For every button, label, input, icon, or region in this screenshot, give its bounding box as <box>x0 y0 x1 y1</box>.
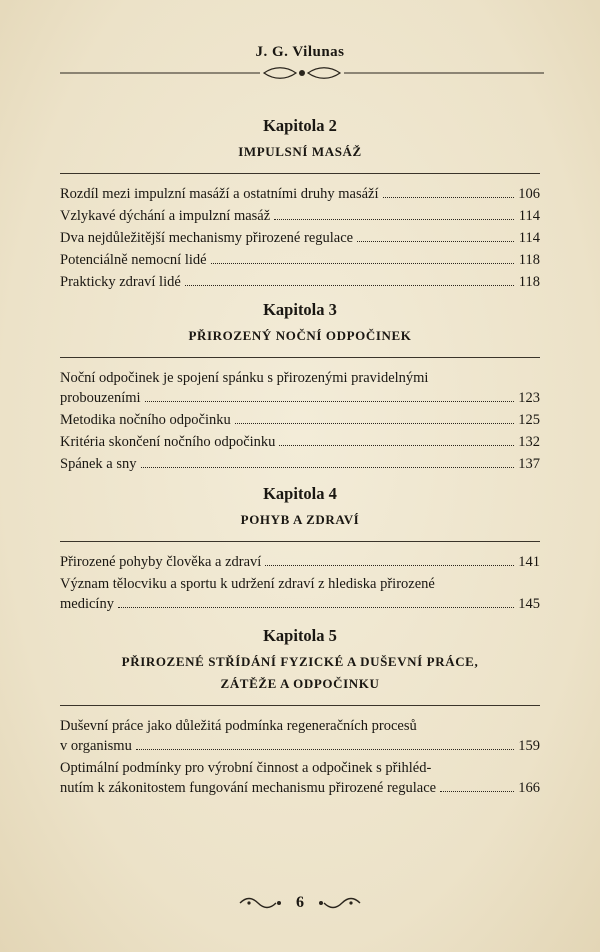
toc-entry[interactable] <box>60 410 540 430</box>
toc-entry-text: Vzlykavé dýchání a impulzní masáž <box>60 208 271 224</box>
dot-leader <box>185 285 514 286</box>
dot-leader <box>274 219 514 220</box>
toc-list <box>60 716 540 798</box>
dot-leader <box>235 423 514 424</box>
toc-list <box>60 552 540 614</box>
dot-leader <box>440 791 514 792</box>
dot-leader <box>279 445 514 446</box>
toc-entry-text: nutím k zákonitostem fungování mechanismu přirozené regulace <box>60 780 437 796</box>
toc-page-number: 137 <box>518 456 540 472</box>
toc-entry-text: Kritéria skončení nočního odpočinku <box>60 434 276 450</box>
toc-entry[interactable] <box>60 272 540 292</box>
toc-entry[interactable] <box>60 716 540 756</box>
toc-entry-text: medicíny <box>60 596 114 612</box>
toc-page-number: 114 <box>518 208 540 224</box>
running-head: J. G. Vilunas <box>255 44 345 60</box>
dot-leader <box>118 607 514 608</box>
toc-page-number: 141 <box>518 554 540 570</box>
toc-page-number: 123 <box>518 390 540 406</box>
toc-entry[interactable] <box>60 184 540 204</box>
chapter-title: Kapitola 5 <box>263 626 337 645</box>
toc-page-number: 106 <box>518 186 540 202</box>
toc-entry-text-line1: Noční odpočinek je spojení spánku s přirozenými pravidelnými <box>60 370 429 386</box>
toc-page-number: 166 <box>518 780 540 796</box>
toc-page-number: 125 <box>518 412 540 428</box>
chapter-title: Kapitola 4 <box>263 484 337 503</box>
chapter-5 <box>60 626 540 800</box>
ornamental-rule-icon <box>60 66 544 80</box>
dot-leader <box>357 241 514 242</box>
toc-entry-text: probouzeními <box>60 390 141 406</box>
chapter-subtitle: PŘIROZENÉ STŘÍDÁNÍ FYZICKÉ A DUŠEVNÍ PRÁCE, <box>121 654 479 669</box>
toc-page-number: 159 <box>518 738 540 754</box>
chapter-4 <box>60 484 540 616</box>
toc-page-number: 118 <box>518 252 540 268</box>
dot-leader <box>211 263 514 264</box>
toc-entry-text-line1: Duševní práce jako důležitá podmínka regeneračních procesů <box>60 718 417 734</box>
dot-leader <box>145 401 514 402</box>
toc-entry-text: v organismu <box>60 738 132 754</box>
chapter-subtitle: POHYB A ZDRAVÍ <box>240 512 360 527</box>
page-number: 6 <box>296 894 304 911</box>
toc-entry[interactable] <box>60 758 540 798</box>
chapter-divider <box>60 705 540 706</box>
right-flourish-icon <box>318 897 362 909</box>
chapter-divider <box>60 173 540 174</box>
dot-leader <box>141 467 514 468</box>
toc-entry-text-line1: Význam tělocviku a sportu k udržení zdraví z hlediska přirozené <box>60 576 435 592</box>
toc-entry-text-line1: Optimální podmínky pro výrobní činnost a odpočinek s přihléd- <box>60 760 432 776</box>
toc-entry-text: Potenciálně nemocní lidé <box>60 252 207 268</box>
toc-page-number: 145 <box>518 596 540 612</box>
chapter-subtitle-line2: ZÁTĚŽE A ODPOČINKU <box>220 676 380 691</box>
toc-page-number: 132 <box>518 434 540 450</box>
dot-leader <box>136 749 514 750</box>
toc-entry-text: Metodika nočního odpočinku <box>60 412 231 428</box>
chapter-subtitle: IMPULSNÍ MASÁŽ <box>238 144 362 159</box>
dot-leader <box>265 565 514 566</box>
toc-page-number: 114 <box>518 230 540 246</box>
dot-leader <box>383 197 514 198</box>
toc-entry[interactable] <box>60 250 540 270</box>
left-flourish-icon <box>238 897 282 909</box>
chapter-divider <box>60 541 540 542</box>
toc-page-number: 118 <box>518 274 540 290</box>
page-footer <box>0 894 600 912</box>
toc-entry[interactable] <box>60 454 540 474</box>
chapter-title: Kapitola 2 <box>263 116 337 135</box>
toc-entry-text: Přirozené pohyby člověka a zdraví <box>60 554 262 570</box>
toc-entry[interactable] <box>60 552 540 572</box>
toc-entry-text: Spánek a sny <box>60 456 137 472</box>
toc-entry[interactable] <box>60 228 540 248</box>
toc-list <box>60 368 540 474</box>
toc-entry[interactable] <box>60 368 540 408</box>
toc-entry-text: Dva nejdůležitější mechanismy přirozené regulace <box>60 230 354 246</box>
chapter-title: Kapitola 3 <box>263 300 337 319</box>
toc-entry-text: Rozdíl mezi impulzní masáží a ostatními druhy masáží <box>60 186 379 202</box>
chapter-subtitle: PŘIROZENÝ NOČNÍ ODPOČINEK <box>188 328 412 343</box>
chapter-2 <box>60 116 540 294</box>
toc-entry[interactable] <box>60 574 540 614</box>
toc-entry-text: Prakticky zdraví lidé <box>60 274 181 290</box>
chapter-3 <box>60 300 540 476</box>
toc-list <box>60 184 540 292</box>
toc-entry[interactable] <box>60 432 540 452</box>
toc-entry[interactable] <box>60 206 540 226</box>
chapter-divider <box>60 357 540 358</box>
